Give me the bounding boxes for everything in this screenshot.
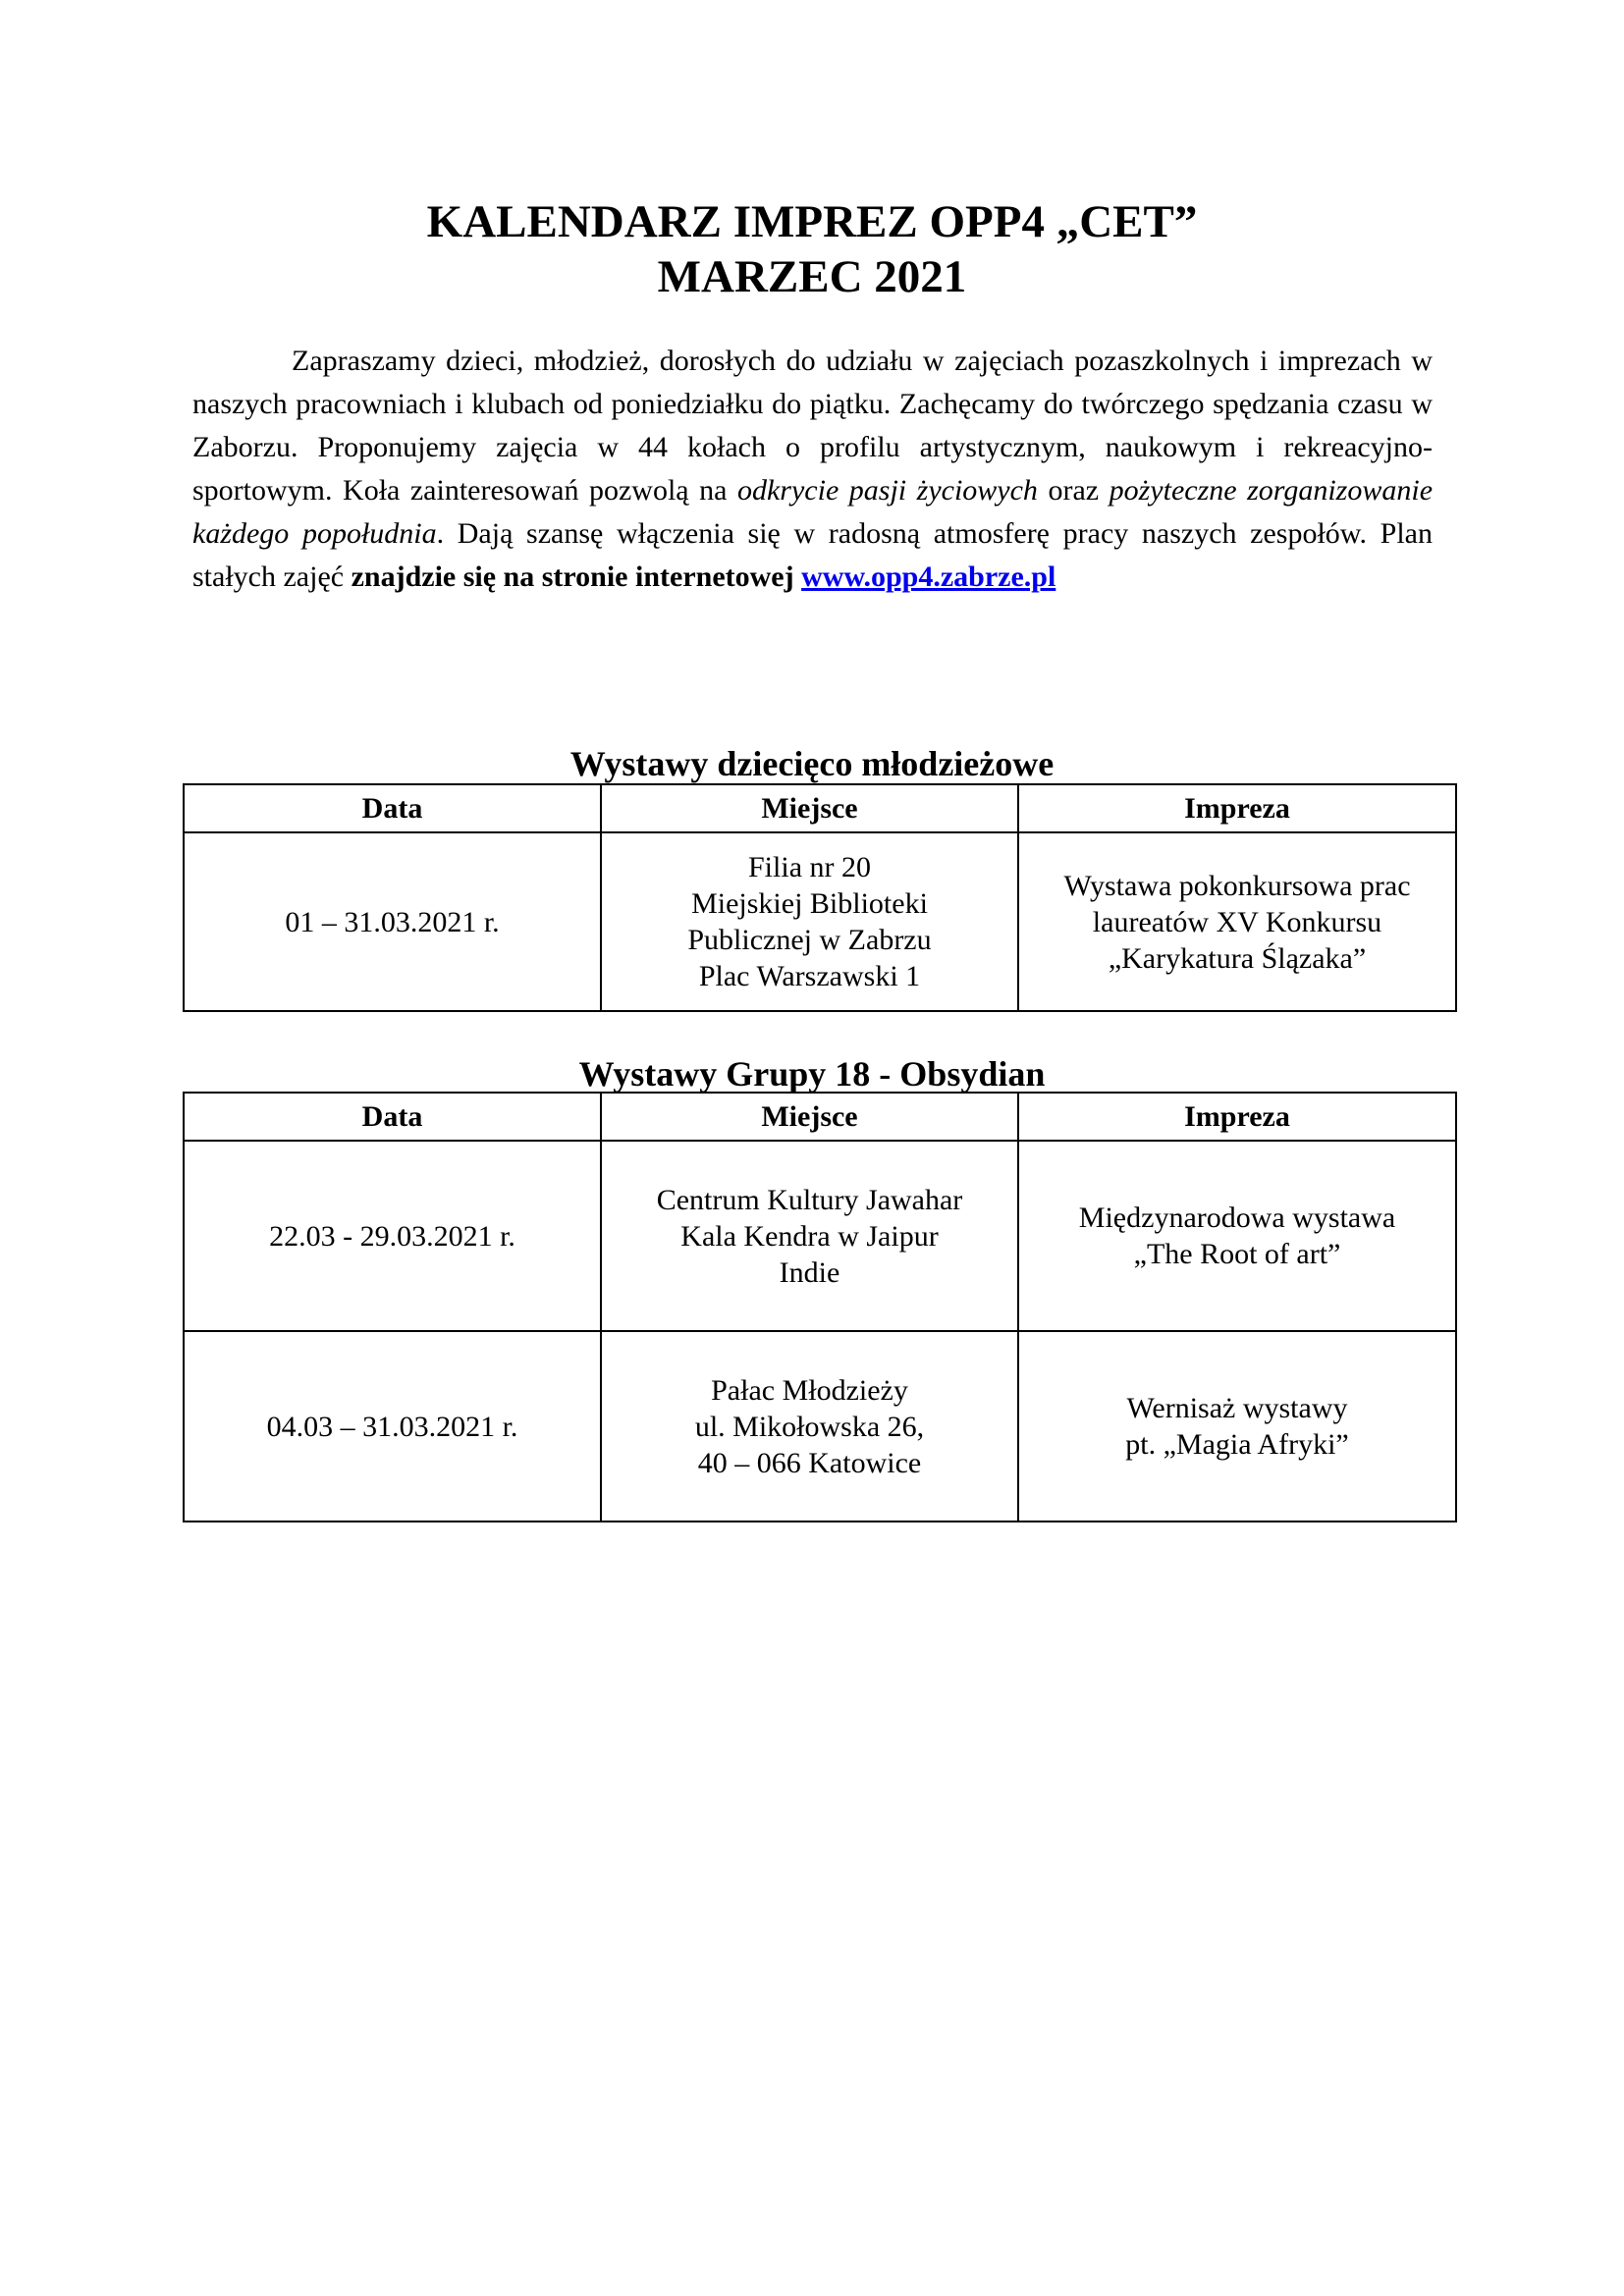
- table-row: [184, 1141, 1456, 1331]
- cell-event: [1018, 1331, 1456, 1522]
- place-line: Kala Kendra w Jaipur: [680, 1219, 939, 1253]
- event-line: Wernisaż wystawy: [1126, 1392, 1348, 1424]
- place-line: Pałac Młodzieży: [711, 1373, 908, 1407]
- header-date: Data: [184, 1093, 601, 1141]
- section-title-group18-exhibitions: Wystawy Grupy 18 - Obsydian: [578, 1054, 1046, 1094]
- intro-text-1: Zapraszamy dzieci, młodzież, dorosłych do udziału w zajęciach pozaszkolnych i imprezach w naszych pracowniach i klubach od poniedziałku do piątku. Zachęcamy do twórczego spędzania czasu w Zaborzu. Proponujemy zajęcia w 44 kołach o profilu artystycznym, naukowym i rekreacyjno-sportowym. Koła zainteresowań pozwolą na: [192, 345, 1433, 507]
- cell-event: [1018, 1141, 1456, 1331]
- place-line: Miejskiej Biblioteki: [691, 887, 928, 920]
- place-line: Indie: [779, 1255, 840, 1289]
- event-line: Międzynarodowa wystawa: [1078, 1201, 1396, 1234]
- table-header-row: [184, 1093, 1456, 1141]
- intro-italic-2: pożyteczne zorganizowanie każdego popołudnia: [192, 474, 1434, 550]
- cell-date: 04.03 – 31.03.2021 r.: [184, 1331, 601, 1522]
- event-line: „Karykatura Ślązaka”: [1108, 941, 1367, 975]
- children-exhibitions-table: [183, 783, 1457, 1012]
- page-subtitle-month: MARZEC 2021: [657, 251, 967, 302]
- header-event: Impreza: [1018, 1093, 1456, 1141]
- header-place: Miejsce: [601, 784, 1018, 832]
- page-title: KALENDARZ IMPREZ OPP4 „CET”: [426, 196, 1198, 247]
- place-line: 40 – 066 Katowice: [697, 1446, 922, 1479]
- place-line: Centrum Kultury Jawahar: [656, 1183, 963, 1216]
- cell-date: 22.03 - 29.03.2021 r.: [184, 1141, 601, 1331]
- intro-text-2: oraz: [1037, 474, 1110, 507]
- cell-place: [601, 1141, 1018, 1331]
- table-header-row: [184, 784, 1456, 832]
- intro-bold-1: znajdzie się na stronie internetowej: [351, 561, 794, 593]
- place-line: Plac Warszawski 1: [698, 960, 921, 992]
- table-row: [184, 832, 1456, 1011]
- place-line: Publicznej w Zabrzu: [687, 924, 932, 956]
- website-link[interactable]: www.opp4.zabrze.pl: [801, 561, 1056, 593]
- event-line: laureatów XV Konkursu: [1092, 905, 1382, 938]
- table-row: [184, 1331, 1456, 1522]
- event-line: Wystawa pokonkursowa prac: [1063, 869, 1411, 902]
- place-line: ul. Mikołowska 26,: [694, 1410, 925, 1443]
- cell-place: [601, 1331, 1018, 1522]
- intro-italic-1: odkrycie pasji życiowych: [736, 474, 1038, 507]
- header-event: Impreza: [1018, 784, 1456, 832]
- cell-event: [1018, 832, 1456, 1011]
- cell-date: 01 – 31.03.2021 r.: [184, 832, 601, 1011]
- group18-exhibitions-table: [183, 1092, 1457, 1522]
- event-line: „The Root of art”: [1133, 1238, 1341, 1270]
- cell-place: [601, 832, 1018, 1011]
- intro-space: [794, 561, 802, 593]
- section-title-children-exhibitions: Wystawy dziecięco młodzieżowe: [569, 744, 1055, 783]
- header-place: Miejsce: [601, 1093, 1018, 1141]
- event-line: pt. „Magia Afryki”: [1125, 1428, 1349, 1461]
- place-line: Filia nr 20: [748, 851, 871, 883]
- intro-text-3: . Dają szansę włączenia się w radosną atmosferę pracy naszych zespołów. Plan stałych zajęć: [192, 517, 1433, 593]
- intro-paragraph: [192, 340, 1433, 599]
- header-date: Data: [184, 784, 601, 832]
